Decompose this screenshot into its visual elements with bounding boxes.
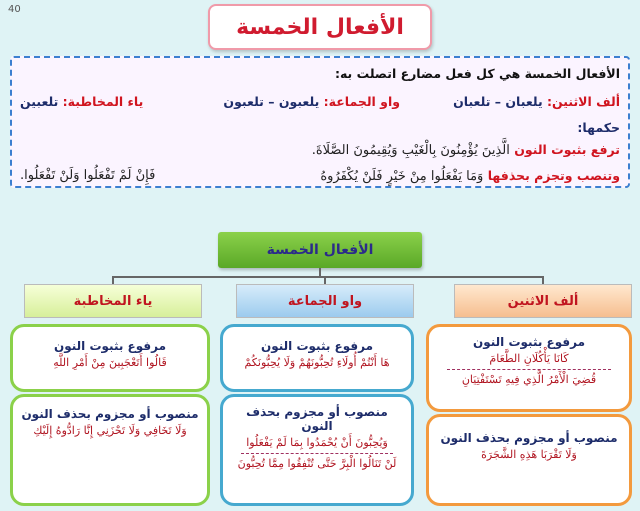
waw-marfu-example: هَا أَنْتُمْ أُولَاءِ تُحِبُّونَهُمْ وَلَا يُحِبُّونَكُمْ	[244, 356, 390, 369]
page-number: 40	[8, 4, 21, 15]
nasb-example-1: وَمَا يَفْعَلُوا مِنْ خَيْرٍ فَلَنْ يُكْفَرُوهُ	[320, 169, 484, 184]
waw-label: واو الجماعة:	[323, 94, 400, 109]
waw-marfu-head: مرفوع بثبوت النون	[261, 339, 373, 353]
ya-examples: تلعبين	[20, 94, 59, 109]
waw-mansub-card	[220, 394, 414, 506]
alif-marfu-card	[426, 324, 632, 412]
tree-root: الأفعال الخمسة	[218, 232, 422, 268]
category-alif: ألف الاثنين	[454, 284, 632, 318]
alif-marfu-example-1: كَانَا يَأْكُلَانِ الطَّعَامَ	[489, 352, 569, 365]
page-title: الأفعال الخمسة	[208, 4, 432, 50]
raf-rule	[20, 142, 620, 158]
alif-marfu-example-2: قُضِيَ الْأَمْرُ الَّذِي فِيهِ تَسْتَفْتِيَانِ	[461, 373, 597, 386]
alif-mansub-card	[426, 414, 632, 506]
waw-separator	[241, 453, 393, 454]
waw-mansub-head: منصوب أو مجزوم بحذف النون	[246, 405, 388, 433]
connector-left	[112, 276, 114, 284]
connector-root	[319, 268, 321, 276]
ya-mansub-card	[10, 394, 210, 506]
category-waw: واو الجماعة	[236, 284, 414, 318]
raf-example: الَّذِينَ يُؤْمِنُونَ بِالْغَيْبِ وَيُقِيمُونَ الصَّلَاةَ.	[311, 143, 510, 158]
ya-label: ياء المخاطبة:	[62, 94, 144, 109]
nasb-label: وتنصب وتجزم بحذفها	[487, 168, 620, 183]
alif-marfu-head: مرفوع بثبوت النون	[473, 335, 585, 349]
nasb-example-2: فَإِنْ لَمْ تَفْعَلُوا وَلَنْ تَفْعَلُوا.	[20, 168, 156, 183]
definition-box	[10, 56, 630, 188]
raf-label: ترفع بثبوت النون	[514, 142, 620, 157]
definition-intro: الأفعال الخمسة هي كل فعل مضارع اتصلت به:	[334, 66, 620, 81]
waw-mansub-example-2: لَنْ تَنَالُوا الْبِرَّ حَتَّى تُنْفِقُوا مِمَّا تُحِبُّونَ	[237, 457, 397, 470]
alif-mansub-head: منصوب أو مجزوم بحذف النون	[440, 431, 618, 445]
ya-marfu-head: مرفوع بثبوت النون	[54, 339, 166, 353]
nasb-rule	[20, 168, 620, 184]
ya-marfu-example: قَالُوا أَتَعْجَبِينَ مِنْ أَمْرِ اللَّهِ	[53, 356, 167, 369]
ya-item	[20, 94, 143, 109]
waw-item	[223, 94, 400, 109]
connector-middle	[324, 276, 326, 284]
alif-examples: يلعبان – تلعبان	[453, 94, 543, 109]
waw-marfu-card	[220, 324, 414, 392]
connector-horizontal	[112, 276, 544, 278]
alif-separator	[447, 369, 611, 370]
alif-item	[453, 94, 620, 109]
ya-marfu-card	[10, 324, 210, 392]
alif-mansub-example: وَلَا تَقْرَبَا هَذِهِ الشَّجَرَةَ	[481, 448, 577, 461]
alif-label: ألف الاثنين:	[547, 94, 620, 109]
category-ya: ياء المخاطبة	[24, 284, 202, 318]
waw-mansub-example-1: وَيُحِبُّونَ أَنْ يُحْمَدُوا بِمَا لَمْ يَفْعَلُوا	[246, 436, 388, 449]
ya-mansub-head: منصوب أو مجزوم بحذف النون	[21, 407, 199, 421]
connector-right	[542, 276, 544, 284]
waw-examples: يلعبون – تلعبون	[223, 94, 320, 109]
rule-heading: حكمها:	[577, 120, 620, 135]
ya-mansub-example: وَلَا تَخَافِي وَلَا تَحْزَنِي إِنَّا رَادُّوهُ إِلَيْكِ	[33, 424, 187, 437]
